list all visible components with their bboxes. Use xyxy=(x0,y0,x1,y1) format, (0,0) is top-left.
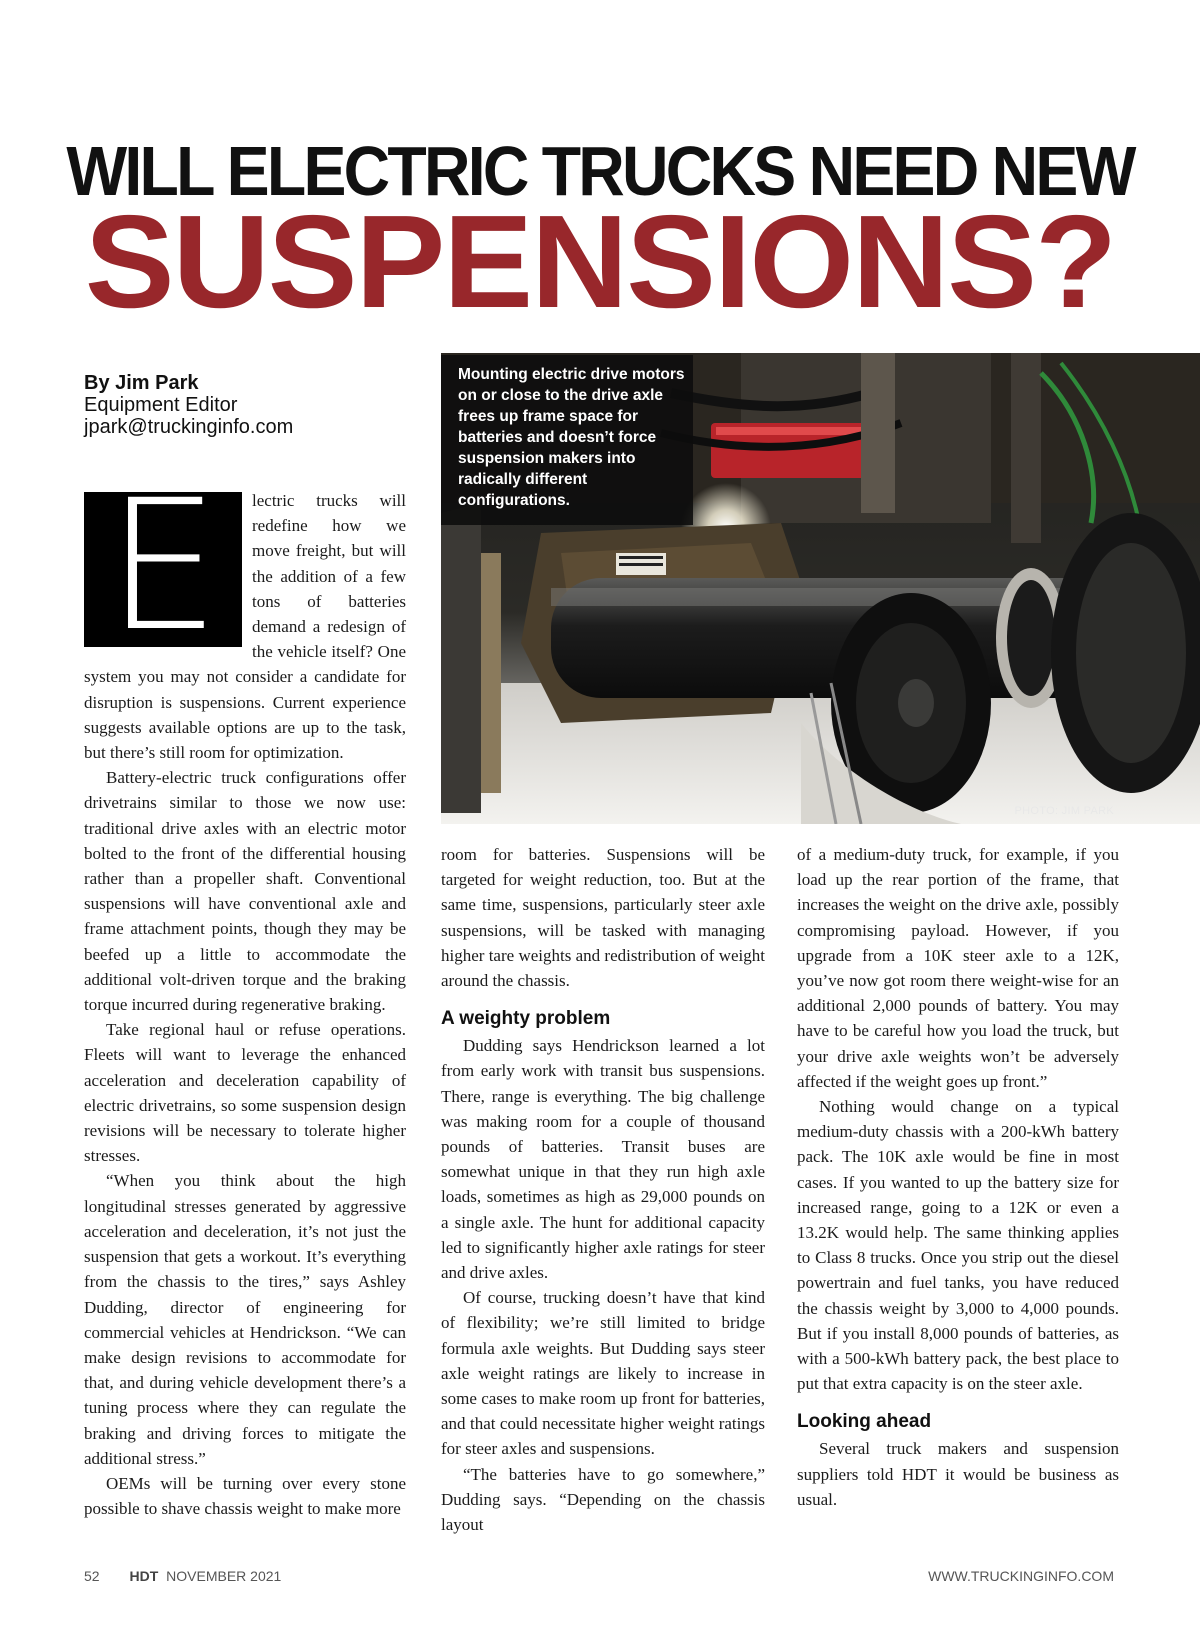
footer-url[interactable]: WWW.TRUCKINGINFO.COM xyxy=(928,1568,1114,1584)
photo-caption: Mounting electric drive motors on or close to the drive axle frees up frame space for batteries and doesn’t force suspension makers into radically different configurations. xyxy=(441,355,693,525)
subheading-looking-ahead: Looking ahead xyxy=(797,1411,932,1433)
page-number: 52 xyxy=(84,1568,100,1584)
article-paragraph: Nothing would change on a typical medium-duty chassis with a 200-kWh battery pack. The 10K axle would be fine in most cases. If you wanted to up the battery size for increased range, going to a 12K or even a 13.2K would help. The same thinking applies to Class 8 trucks. Once you strip out the diesel powertrain and fuel tanks, you have reduced the chassis weight by 3,000 to 4,000 pounds. But if you install 8,000 pounds of batteries, as with a 500-kWh battery pack, the best place to put that extra capacity is on the steer axle. xyxy=(797,1097,1119,1394)
author-name: By Jim Park xyxy=(84,372,199,394)
article-paragraph: Battery-electric truck configurations offer drivetrains similar to those we now use: traditional drive axles with an electric motor bolted to the front of the differential housing rather than a propeller shaft. Conventional suspensions will have conventional axle and frame attachment points, though they may be beefed up a little to accommodate the additional volt-driven torque and the braking torque incurred during regenerative braking. xyxy=(84,768,406,1015)
author-title: Equipment Editor xyxy=(84,394,238,416)
article-paragraph: “The batteries have to go somewhere,” Dudding says. “Depending on the chassis layout xyxy=(441,1464,765,1535)
drop-cap: E xyxy=(84,492,242,647)
byline xyxy=(84,372,293,438)
article-column-2 xyxy=(441,842,765,1537)
article-column-1 xyxy=(84,462,406,1521)
article-paragraph: Of course, trucking doesn’t have that kind of flexibility; we’re still limited to bridge formula axle weights. But Dudding says steer axle weight ratings are likely to increase in some cases to make room up front for batteries, and that could necessitate higher weight ratings for steer axles and suspensions. xyxy=(441,1288,765,1459)
article-paragraph: “When you think about the high longitudinal stresses generated by aggressive acceleration and deceleration, it’s not just the suspension that gets a workout. It’s everything from the chassis to the tires,” says Ashley Dudding, director of engineering for commercial vehicles at Hendrickson. “We can make design revisions to accommodate for that, and during vehicle development there’s a tuning process where they can regulate the braking and driving forces to mitigate the additional stress.” xyxy=(84,1171,406,1468)
headline-line-1: WILL ELECTRIC TRUCKS NEED NEW xyxy=(66,132,1134,210)
article-paragraph: room for batteries. Suspensions will be targeted for weight reduction, too. But at the same time, suspensions, particularly steer axle suspensions, will be tasked with managing higher tare weights and redistribution of weight around the chassis. xyxy=(441,845,765,991)
headline-line-2: SUSPENSIONS? xyxy=(84,188,1116,335)
magazine-brand: HDT xyxy=(129,1568,159,1584)
author-email[interactable]: jpark@truckinginfo.com xyxy=(84,416,294,438)
article-paragraph: lectric trucks will redefine how we move freight, but will the addition of a few tons of batteries demand a redesign of the vehicle itself? One system you may not consider a candidate for disruption is suspensions. Current experience suggests available options are up to the task, but there’s still room for optimization. xyxy=(84,491,406,763)
subheading-weighty-problem: A weighty problem xyxy=(441,1008,611,1030)
article-column-3 xyxy=(797,842,1119,1512)
article-paragraph: Take regional haul or refuse operations. Fleets will want to leverage the enhanced acceleration and deceleration capability of electric drivetrains, so some suspension design revisions will be necessary to tolerate higher stresses. xyxy=(84,1020,406,1166)
footer-folio xyxy=(84,1568,281,1584)
issue-date: NOVEMBER 2021 xyxy=(166,1568,282,1584)
article-paragraph: Several truck makers and suspension suppliers told HDT it would be business as usual. xyxy=(797,1439,1119,1509)
article-paragraph: of a medium-duty truck, for example, if you load up the rear portion of the frame, that increases the weight on the drive axle, possibly compromising payload. However, if you upgrade from a 10K steer axle to a 12K, you’ve now got room there weight-wise for an additional 2,000 pounds of battery. You may have to be careful how you load the truck, but your drive axle weights won’t be adversely affected if the weight goes up front.” xyxy=(797,845,1119,1091)
photo-credit: PHOTO: JIM PARK xyxy=(1014,805,1114,817)
article-paragraph: Dudding says Hendrickson learned a lot from early work with transit bus suspensions. There, range is everything. The big challenge was making room for a couple of thousand pounds of batteries. Transit buses are somewhat unique in that they run high axle loads, sometimes as high as 29,000 pounds on a single axle. The hunt for additional capacity led to significantly higher axle ratings for steer and drive axles. xyxy=(441,1036,765,1283)
article-paragraph: OEMs will be turning over every stone possible to shave chassis weight to make more xyxy=(84,1473,406,1519)
